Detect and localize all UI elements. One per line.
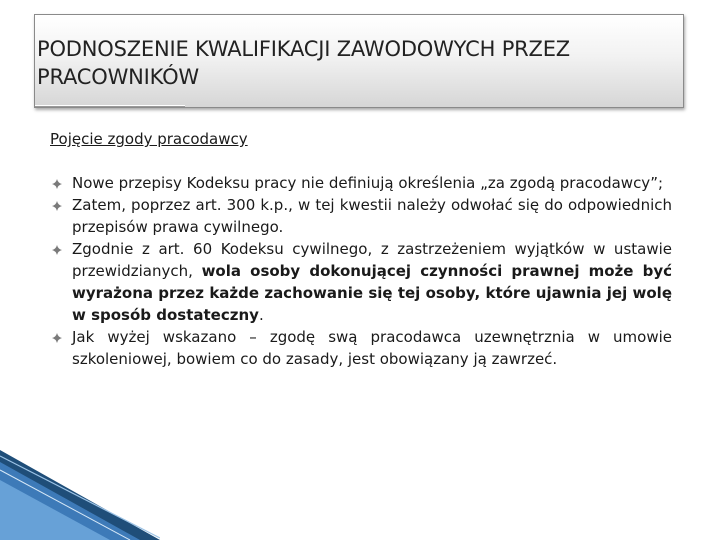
section-subheading: Pojęcie zgody pracodawcy — [50, 130, 248, 148]
title-underline — [35, 105, 185, 106]
page-title — [37, 35, 677, 91]
bullet-text-plain: Zgodnie z art. 60 Kodeksu cywilnego, z zastrzeżeniem wyjątków w ustawie przewidzianych, — [72, 240, 672, 280]
bullet-text: Jak wyżej wskazano – zgodę swą pracodawca uzewnętrznia w umowie szkoleniowej, bowiem co do zasady, jest obowiązany ją zawrzeć. — [72, 328, 672, 368]
bullet-text-end: . — [258, 306, 264, 324]
bullet-marker-icon — [52, 245, 62, 255]
bullet-marker-icon — [52, 201, 62, 211]
bullet-item — [52, 238, 672, 326]
bullet-text: Nowe przepisy Kodeksu pracy nie definiują określenia „za zgodą pracodawcy”; — [72, 174, 664, 192]
bullet-marker-icon — [52, 333, 62, 343]
title-line-1: PODNOSZENIE KWALIFIKACJI ZAWODOWYCH PRZEZ — [37, 37, 570, 61]
title-line-2: PRACOWNIKÓW — [37, 65, 199, 89]
corner-decoration — [0, 450, 160, 540]
bullet-list — [52, 172, 672, 370]
title-box — [34, 14, 684, 108]
bullet-marker-icon — [52, 179, 62, 189]
bullet-item — [52, 194, 672, 238]
bullet-text-bold: wola osoby dokonującej czynności prawnej może być wyrażona przez każde zachowanie się tej osoby, które ujawnia jej wolę w sposób dostateczny — [72, 262, 672, 324]
bullet-item — [52, 172, 672, 194]
bullet-item — [52, 326, 672, 370]
bullet-text: Zatem, poprzez art. 300 k.p., w tej kwestii należy odwołać się do odpowiednich przepisów prawa cywilnego. — [72, 196, 672, 236]
